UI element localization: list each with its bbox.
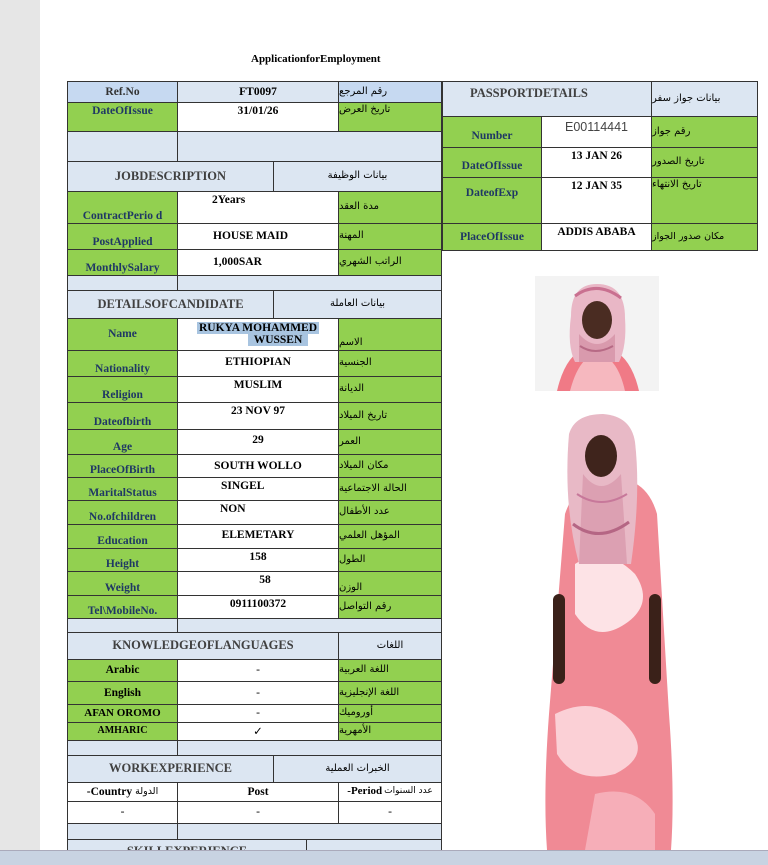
portrait-photo bbox=[535, 276, 659, 391]
work-row-period: - bbox=[338, 801, 442, 824]
work-col-period bbox=[338, 782, 442, 802]
age-value: 29 bbox=[177, 429, 339, 455]
phone-label-ar: رقم التواصل bbox=[338, 595, 442, 619]
spacer-row bbox=[177, 275, 442, 291]
lang-arabic-label: Arabic bbox=[67, 659, 178, 682]
document-title: ApplicationforEmployment bbox=[251, 53, 381, 65]
passport-heading-label: PASSPORTDETAILS bbox=[470, 86, 588, 100]
religion-label: Religion bbox=[67, 376, 178, 403]
candidate-heading-ar: بيانات العاملة bbox=[273, 290, 442, 319]
ref-label-ar: رقم المرجع bbox=[338, 81, 442, 103]
work-heading: WORKEXPERIENCE bbox=[67, 755, 274, 783]
lang-oromo-label: AFAN OROMO bbox=[67, 704, 178, 723]
name-value bbox=[177, 318, 339, 351]
spacer-row bbox=[67, 823, 178, 840]
lang-english-value: - bbox=[177, 681, 339, 705]
education-label-ar: المؤهل العلمي bbox=[338, 524, 442, 549]
work-col-post: Post bbox=[177, 782, 339, 802]
birthplace-value: SOUTH WOLLO bbox=[177, 454, 339, 478]
weight-label-ar: الوزن bbox=[338, 571, 442, 596]
passport-issue-label: DateOfIssue bbox=[442, 147, 542, 178]
candidate-heading: DETAILSOFCANDIDATE bbox=[67, 290, 274, 319]
passport-expiry-label-ar: تاريخ الانتهاء bbox=[651, 177, 758, 224]
religion-value: MUSLIM bbox=[177, 376, 339, 403]
job-heading: JOBDESCRIPTION bbox=[67, 161, 274, 192]
nationality-label-ar: الجنسية bbox=[338, 350, 442, 377]
lang-arabic-value: - bbox=[177, 659, 339, 682]
birthplace-label: PlaceOfBirth bbox=[67, 454, 178, 478]
post-label: PostApplied bbox=[67, 223, 178, 250]
children-label-ar: عدد الأطفال bbox=[338, 500, 442, 525]
passport-issue-value: 13 JAN 26 bbox=[541, 147, 652, 178]
weight-label: Weight bbox=[67, 571, 178, 596]
issue-date-value: 31/01/26 bbox=[177, 102, 339, 132]
age-label-ar: العمر bbox=[338, 429, 442, 455]
work-col-period-label: -Period bbox=[347, 785, 383, 798]
nationality-value: ETHIOPIAN bbox=[177, 350, 339, 377]
job-heading-ar: بيانات الوظيفة bbox=[273, 161, 442, 192]
height-value: 158 bbox=[177, 548, 339, 572]
spacer-row bbox=[177, 740, 442, 756]
height-label-ar: الطول bbox=[338, 548, 442, 572]
lang-oromo-value: - bbox=[177, 704, 339, 723]
weight-value: 58 bbox=[177, 571, 339, 596]
lang-english-label-ar: اللغة الإنجليزية bbox=[338, 681, 442, 705]
passport-number-value: E00114441 bbox=[541, 116, 652, 148]
languages-heading-ar: اللغات bbox=[338, 632, 442, 660]
work-col-country-ar: الدولة bbox=[135, 786, 159, 798]
ref-value: FT0097 bbox=[177, 81, 339, 103]
passport-place-value: ADDIS ABABA bbox=[541, 223, 652, 251]
contract-value: 2Years bbox=[177, 191, 339, 224]
marital-label: MaritalStatus bbox=[67, 477, 178, 501]
lang-arabic-label-ar: اللغة العربية bbox=[338, 659, 442, 682]
height-label: Height bbox=[67, 548, 178, 572]
spacer-row bbox=[67, 618, 178, 633]
dob-label-ar: تاريخ الميلاد bbox=[338, 402, 442, 430]
phone-value: 0911100372 bbox=[177, 595, 339, 619]
issue-date-label-ar: تاريخ العرض bbox=[338, 102, 442, 132]
spacer-row bbox=[177, 131, 442, 162]
marital-label-ar: الحالة الاجتماعية bbox=[338, 477, 442, 501]
lang-amharic-checkmark: ✓ bbox=[177, 722, 339, 741]
nationality-label: Nationality bbox=[67, 350, 178, 377]
children-label: No.ofchildren bbox=[67, 500, 178, 525]
phone-label: Tel\MobileNo. bbox=[67, 595, 178, 619]
salary-label: MonthlySalary bbox=[67, 249, 178, 276]
children-value: NON bbox=[177, 500, 339, 525]
passport-issue-label-ar: تاريخ الصدور bbox=[651, 147, 758, 178]
dob-value: 23 NOV 97 bbox=[177, 402, 339, 430]
work-col-period-ar: عدد السنوات bbox=[384, 786, 433, 797]
spacer-row bbox=[177, 823, 442, 840]
dob-label: Dateofbirth bbox=[67, 402, 178, 430]
age-label: Age bbox=[67, 429, 178, 455]
work-row-country: - bbox=[67, 801, 178, 824]
salary-label-ar: الراتب الشهري bbox=[338, 249, 442, 276]
work-heading-ar: الخبرات العملية bbox=[273, 755, 442, 783]
passport-heading-ar: بيانات جواز سفر bbox=[651, 81, 758, 117]
spacer-row bbox=[67, 275, 178, 291]
name-label-ar: الاسم bbox=[338, 318, 442, 351]
passport-expiry-value: 12 JAN 35 bbox=[541, 177, 652, 224]
spacer-row bbox=[67, 131, 178, 162]
passport-place-label: PlaceOfIssue bbox=[442, 223, 542, 251]
contract-label-ar: مدة العقد bbox=[338, 191, 442, 224]
contract-label: ContractPerio d bbox=[67, 191, 178, 224]
name-line-2: WUSSEN bbox=[248, 334, 309, 346]
passport-place-label-ar: مكان صدور الجواز bbox=[651, 223, 758, 251]
work-col-country bbox=[67, 782, 178, 802]
post-label-ar: المهنة bbox=[338, 223, 442, 250]
salary-value: 1,000SAR bbox=[177, 249, 339, 276]
passport-heading bbox=[442, 81, 652, 117]
lang-english-label: English bbox=[67, 681, 178, 705]
birthplace-label-ar: مكان الميلاد bbox=[338, 454, 442, 478]
passport-number-label: Number bbox=[442, 116, 542, 148]
marital-value: SINGEL bbox=[177, 477, 339, 501]
name-label: Name bbox=[67, 318, 178, 351]
full-body-photo bbox=[535, 414, 683, 850]
name-line-1: RUKYA MOHAMMED bbox=[198, 322, 318, 334]
passport-number-label-ar: رقم جواز bbox=[651, 116, 758, 148]
spacer-row bbox=[67, 740, 178, 756]
passport-expiry-label: DateofExp bbox=[442, 177, 542, 224]
work-row-post: - bbox=[177, 801, 339, 824]
education-value: ELEMETARY bbox=[177, 524, 339, 549]
religion-label-ar: الديانة bbox=[338, 376, 442, 403]
spacer-row bbox=[177, 618, 442, 633]
lang-oromo-label-ar: أوروميك bbox=[338, 704, 442, 723]
work-col-country-label: -Country bbox=[86, 785, 133, 798]
issue-date-label: DateOfIssue bbox=[67, 102, 178, 132]
window-bottom-bar bbox=[0, 850, 768, 865]
lang-amharic-label-ar: الأمهرية bbox=[338, 722, 442, 741]
post-value: HOUSE MAID bbox=[177, 223, 339, 250]
languages-heading: KNOWLEDGEOFLANGUAGES bbox=[67, 632, 339, 660]
education-label: Education bbox=[67, 524, 178, 549]
lang-amharic-label: AMHARIC bbox=[67, 722, 178, 741]
ref-label: Ref.No bbox=[67, 81, 178, 103]
